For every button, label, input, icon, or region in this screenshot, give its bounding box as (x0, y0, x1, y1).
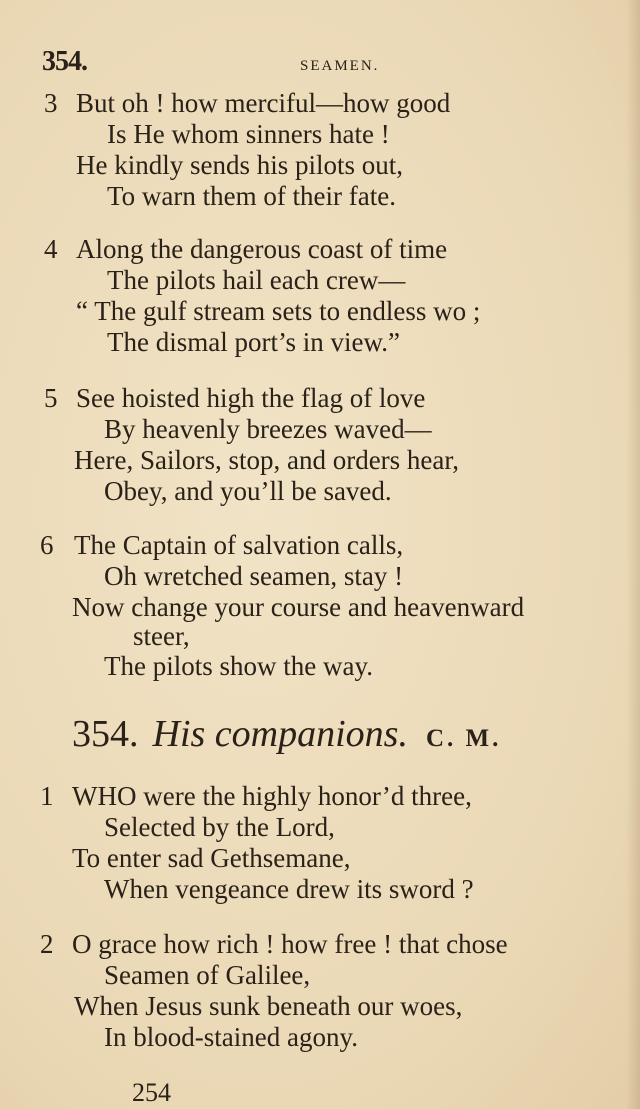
hymn-number: 354. (72, 713, 139, 755)
verse-line: But oh ! how merciful—how good (76, 88, 451, 118)
verse-line: See hoisted high the flag of love (76, 383, 426, 413)
stanza-number: 1 (40, 781, 54, 811)
verse-line: Here, Sailors, stop, and orders hear, (74, 445, 460, 475)
verse-line: Selected by the Lord, (104, 812, 335, 842)
verse-line: The pilots show the way. (104, 651, 373, 681)
verse-line: To enter sad Gethsemane, (72, 843, 351, 873)
folio-number: 254 (132, 1078, 171, 1107)
verse-line: The Captain of salvation calls, (74, 530, 404, 560)
stanza-number: 5 (44, 383, 58, 413)
verse-line: The dismal port’s in view.” (107, 327, 400, 357)
verse-line: When Jesus sunk beneath our woes, (74, 991, 463, 1021)
verse-line: “ The gulf stream sets to endless wo ; (76, 296, 481, 326)
stanza-number: 3 (44, 88, 58, 118)
running-title: SEAMEN. (300, 58, 380, 74)
hymn-heading (72, 712, 501, 756)
verse-line: Obey, and you’ll be saved. (104, 476, 392, 506)
verse-line: Now change your course and heavenward (72, 592, 525, 622)
verse-line: WHO were the highly honor’d three, (72, 781, 472, 811)
hymn-title: His companions. (152, 713, 408, 755)
verse-line-continuation: steer, (133, 621, 190, 651)
verse-line: When vengeance drew its sword ? (104, 874, 474, 904)
verse-line: Seamen of Galilee, (104, 960, 311, 990)
verse-line: He kindly sends his pilots out, (76, 150, 404, 180)
stanza-number: 2 (40, 929, 54, 959)
verse-line: The pilots hail each crew— (107, 265, 406, 295)
stanza-number: 6 (40, 530, 54, 560)
verse-line: Along the dangerous coast of time (76, 234, 448, 264)
verse-line: In blood-stained agony. (104, 1022, 358, 1052)
verse-line: To warn them of their fate. (107, 181, 396, 211)
verse-line: Oh wretched seamen, stay ! (104, 561, 404, 591)
hymn-meter: C. M. (425, 725, 502, 752)
verse-line: By heavenly breezes waved— (104, 414, 432, 444)
header-page-number: 354. (42, 46, 87, 77)
stanza-number: 4 (44, 234, 58, 264)
verse-line: O grace how rich ! how free ! that chose (72, 929, 508, 959)
page-edge-shadow (626, 0, 640, 1109)
verse-line: Is He whom sinners hate ! (107, 119, 390, 149)
